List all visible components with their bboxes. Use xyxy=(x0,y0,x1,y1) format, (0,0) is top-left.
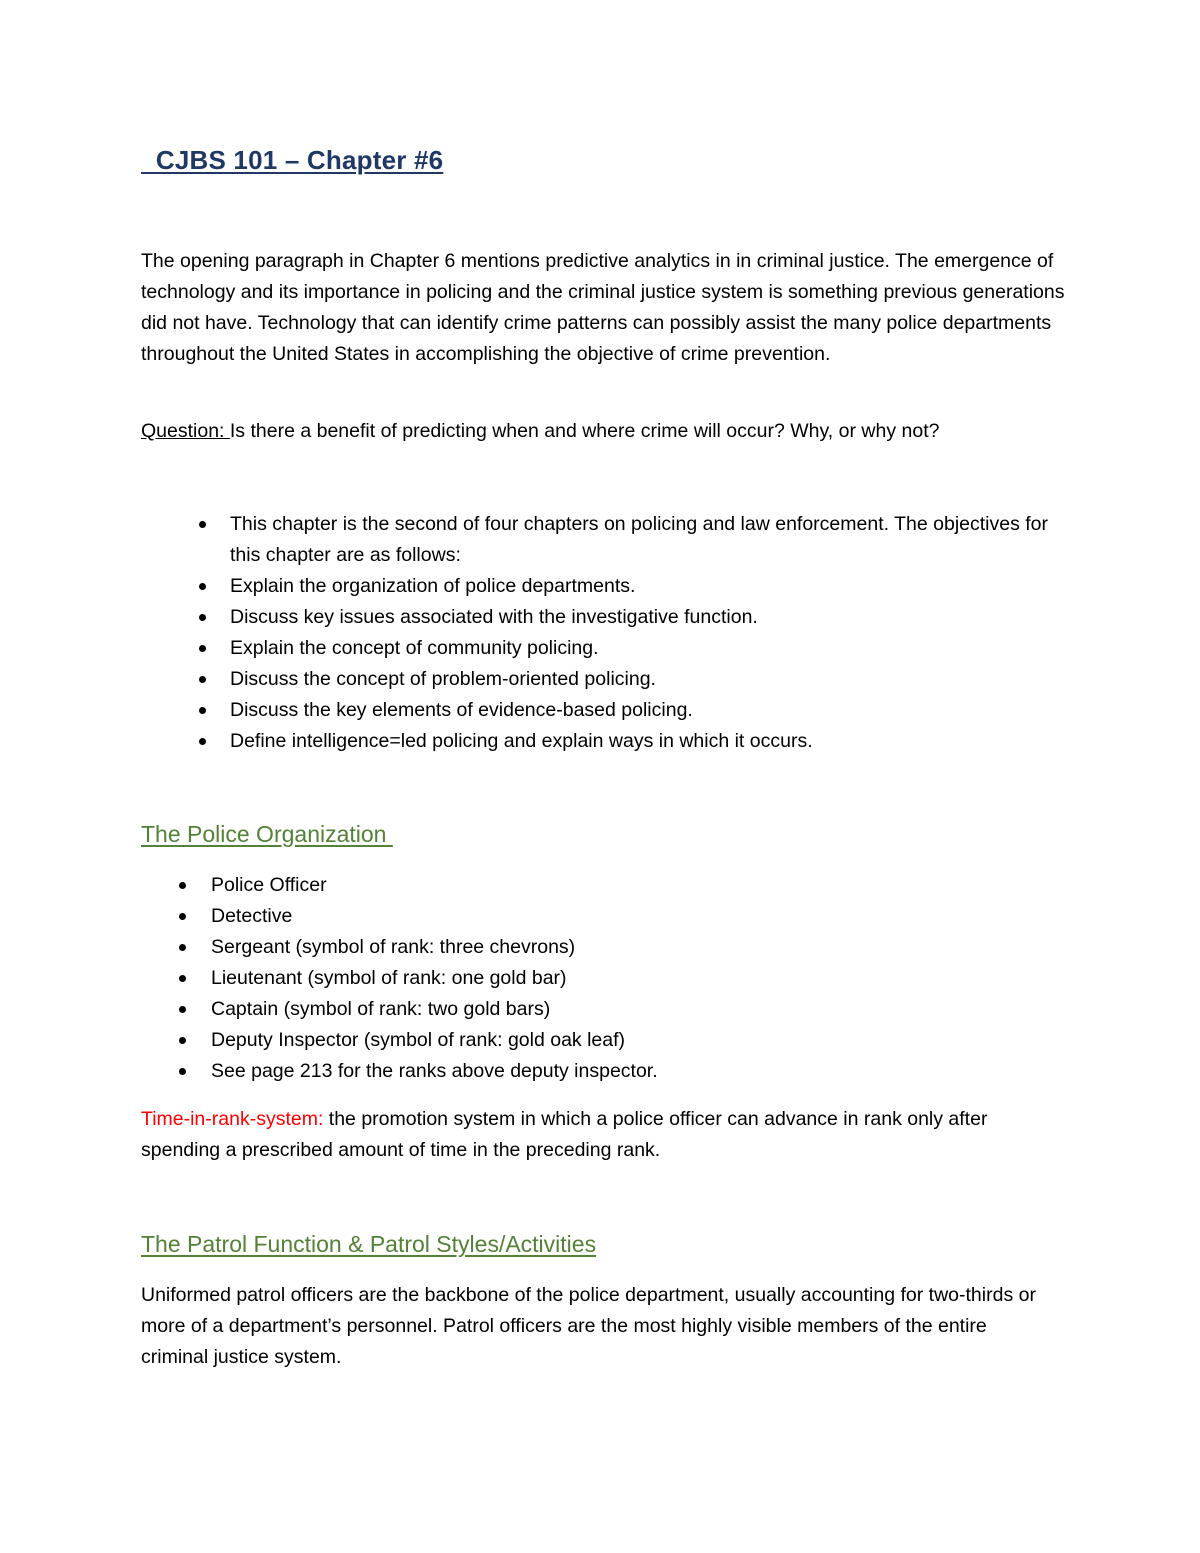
question-text: Is there a benefit of predicting when and where crime will occur? Why, or why not? xyxy=(229,420,940,442)
objective-text: Explain the concept of community policing. xyxy=(230,637,599,659)
objective-text: Discuss the key elements of evidence-based policing. xyxy=(230,699,693,721)
objective-text: Discuss key issues associated with the investigative function. xyxy=(230,606,758,628)
bullet-icon xyxy=(199,707,206,714)
bullet-icon xyxy=(179,882,186,889)
list-item xyxy=(211,963,1051,994)
list-item xyxy=(211,1056,1051,1087)
rank-text: Police Officer xyxy=(211,874,327,896)
ranks-list xyxy=(211,870,1051,1087)
list-item xyxy=(211,901,1051,932)
bullet-icon xyxy=(179,1037,186,1044)
list-item xyxy=(230,602,1060,633)
term-definition xyxy=(141,1104,1071,1166)
objectives-list xyxy=(230,509,1060,757)
bullet-icon xyxy=(179,913,186,920)
rank-text: Detective xyxy=(211,905,293,927)
rank-text: Sergeant (symbol of rank: three chevrons) xyxy=(211,936,576,958)
rank-text: Captain (symbol of rank: two gold bars) xyxy=(211,998,551,1020)
bullet-icon xyxy=(199,583,206,590)
bullet-icon xyxy=(179,1006,186,1013)
question-paragraph xyxy=(141,416,1071,447)
bullet-icon xyxy=(179,975,186,982)
police-organization-heading: The Police Organization xyxy=(141,821,393,847)
objective-text: Discuss the concept of problem-oriented policing. xyxy=(230,668,656,690)
bullet-icon xyxy=(199,521,206,528)
list-item xyxy=(211,994,1051,1025)
list-item xyxy=(211,1025,1051,1056)
bullet-icon xyxy=(199,738,206,745)
bullet-icon xyxy=(199,614,206,621)
objective-text: This chapter is the second of four chapters on policing and law enforcement. The objectives for this chapter are as follows: xyxy=(230,513,1049,566)
list-item xyxy=(230,571,1060,602)
bullet-icon xyxy=(179,1068,186,1075)
list-item xyxy=(230,509,1060,571)
rank-text: Deputy Inspector (symbol of rank: gold oak leaf) xyxy=(211,1029,626,1051)
list-item xyxy=(230,695,1060,726)
list-item xyxy=(211,932,1051,963)
bullet-icon xyxy=(179,944,186,951)
question-label: Question: xyxy=(141,420,230,442)
rank-text: Lieutenant (symbol of rank: one gold bar) xyxy=(211,967,567,989)
patrol-paragraph: Uniformed patrol officers are the backbone of the police department, usually accounting for two-thirds or more of a department’s personnel. Patrol officers are the most highly visible members of the entire criminal justice system. xyxy=(141,1284,1036,1368)
bullet-icon xyxy=(199,676,206,683)
intro-paragraph: The opening paragraph in Chapter 6 mentions predictive analytics in in criminal justice. The emergence of technology and its importance in policing and the criminal justice system is something previous generations did not have. Technology that can identify crime patterns can possibly assist the many police departments throughout the United States in accomplishing the objective of crime prevention. xyxy=(141,250,1065,365)
bullet-icon xyxy=(199,645,206,652)
objective-text: Define intelligence=led policing and explain ways in which it occurs. xyxy=(230,730,813,752)
list-item xyxy=(230,633,1060,664)
list-item xyxy=(211,870,1051,901)
list-item xyxy=(230,664,1060,695)
document-title: CJBS 101 – Chapter #6 xyxy=(141,145,444,175)
rank-text: See page 213 for the ranks above deputy inspector. xyxy=(211,1060,658,1082)
term-label: Time-in-rank-system: xyxy=(141,1108,324,1130)
term-text: the promotion system in which a police officer can advance in rank only after spending a prescribed amount of time in the preceding rank. xyxy=(141,1108,988,1161)
objective-text: Explain the organization of police departments. xyxy=(230,575,636,597)
patrol-heading: The Patrol Function & Patrol Styles/Activities xyxy=(141,1231,597,1257)
list-item xyxy=(230,726,1060,757)
